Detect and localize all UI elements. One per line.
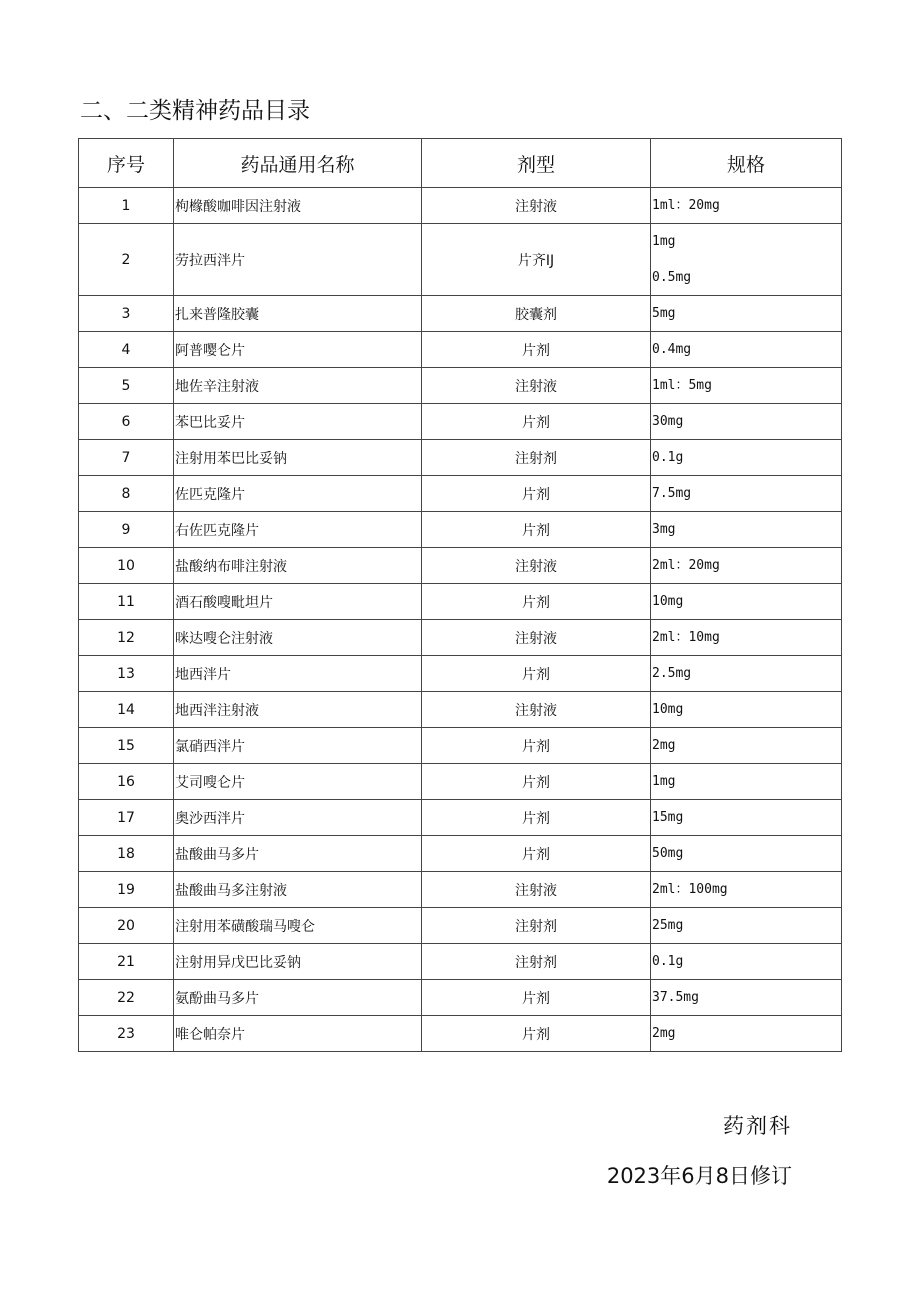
cell-dosage-form: 注射液: [422, 872, 651, 908]
table-body: [79, 188, 842, 1052]
cell-drug-name: 唯仑帕奈片: [174, 1016, 422, 1052]
cell-no: 20: [79, 908, 174, 944]
cell-drug-name: 劳拉西泮片: [174, 224, 422, 296]
header-form: 剂型: [422, 139, 651, 188]
cell-no: 19: [79, 872, 174, 908]
cell-specification: [651, 332, 842, 368]
spec-value: 2mg: [652, 1025, 676, 1041]
spec-value: 1mg: [652, 233, 676, 249]
cell-drug-name: 地西泮片: [174, 656, 422, 692]
spec-value: 0.4mg: [652, 341, 692, 357]
cell-drug-name: 奥沙西泮片: [174, 800, 422, 836]
spec-value: 50mg: [652, 845, 684, 861]
cell-drug-name: 咪达嗖仑注射液: [174, 620, 422, 656]
cell-specification: [651, 440, 842, 476]
cell-drug-name: 注射用苯巴比妥钠: [174, 440, 422, 476]
cell-specification: [651, 584, 842, 620]
cell-drug-name: 盐酸曲马多片: [174, 836, 422, 872]
table-row: [79, 224, 842, 296]
spec-value: 0.1g: [652, 449, 684, 465]
cell-drug-name: 注射用异戊巴比妥钠: [174, 944, 422, 980]
cell-specification: [651, 620, 842, 656]
cell-drug-name: 氯硝西泮片: [174, 728, 422, 764]
header-no: 序号: [79, 139, 174, 188]
table-row: [79, 188, 842, 224]
cell-no: 12: [79, 620, 174, 656]
cell-dosage-form: 片剂: [422, 332, 651, 368]
cell-drug-name: 氨酚曲马多片: [174, 980, 422, 1016]
cell-specification: [651, 512, 842, 548]
cell-dosage-form: 片剂: [422, 728, 651, 764]
table-row: [79, 800, 842, 836]
spec-value: 25mg: [652, 917, 684, 933]
spec-value: 1ml：20mg: [652, 197, 720, 213]
cell-drug-name: 地西泮注射液: [174, 692, 422, 728]
cell-no: 10: [79, 548, 174, 584]
cell-specification: [651, 692, 842, 728]
cell-drug-name: 苯巴比妥片: [174, 404, 422, 440]
spec-value: 2ml：10mg: [652, 629, 720, 645]
cell-specification: [651, 800, 842, 836]
cell-specification: [651, 476, 842, 512]
cell-specification: [651, 764, 842, 800]
cell-no: 7: [79, 440, 174, 476]
table-row: [79, 764, 842, 800]
cell-dosage-form: 片齐IJ: [422, 224, 651, 296]
cell-no: 6: [79, 404, 174, 440]
table-row: [79, 656, 842, 692]
spec-value: 0.1g: [652, 953, 684, 969]
spec-value: 37.5mg: [652, 989, 699, 1005]
cell-no: 4: [79, 332, 174, 368]
spec-value: 10mg: [652, 701, 684, 717]
cell-no: 16: [79, 764, 174, 800]
header-spec: 规格: [651, 139, 842, 188]
spec-value: 5mg: [652, 305, 676, 321]
cell-specification: [651, 908, 842, 944]
table-row: [79, 836, 842, 872]
cell-no: 8: [79, 476, 174, 512]
cell-dosage-form: 片剂: [422, 404, 651, 440]
table-row: [79, 548, 842, 584]
table-row: [79, 872, 842, 908]
spec-value: 0.5mg: [652, 269, 692, 285]
cell-dosage-form: 片剂: [422, 980, 651, 1016]
cell-specification: [651, 944, 842, 980]
cell-specification: [651, 872, 842, 908]
table-row: [79, 728, 842, 764]
spec-value: 2ml：100mg: [652, 881, 728, 897]
table-row: [79, 980, 842, 1016]
cell-dosage-form: 片剂: [422, 1016, 651, 1052]
cell-dosage-form: 注射剂: [422, 944, 651, 980]
cell-no: 23: [79, 1016, 174, 1052]
spec-value: 10mg: [652, 593, 684, 609]
cell-no: 17: [79, 800, 174, 836]
cell-specification: [651, 980, 842, 1016]
cell-dosage-form: 注射液: [422, 692, 651, 728]
header-name: 药品通用名称: [174, 139, 422, 188]
drug-list-table: [78, 138, 842, 1052]
cell-specification: [651, 224, 842, 296]
cell-no: 14: [79, 692, 174, 728]
table-row: [79, 404, 842, 440]
cell-specification: [651, 656, 842, 692]
table-row: [79, 1016, 842, 1052]
cell-specification: [651, 188, 842, 224]
cell-specification: [651, 404, 842, 440]
cell-specification: [651, 548, 842, 584]
table-row: [79, 440, 842, 476]
cell-dosage-form: 胶囊剂: [422, 296, 651, 332]
spec-value: 1mg: [652, 773, 676, 789]
cell-no: 5: [79, 368, 174, 404]
spec-value: 30mg: [652, 413, 684, 429]
cell-dosage-form: 片剂: [422, 656, 651, 692]
cell-no: 9: [79, 512, 174, 548]
cell-dosage-form: 注射剂: [422, 440, 651, 476]
table-row: [79, 944, 842, 980]
cell-drug-name: 佐匹克隆片: [174, 476, 422, 512]
cell-no: 2: [79, 224, 174, 296]
cell-dosage-form: 注射液: [422, 548, 651, 584]
spec-value: 2ml：20mg: [652, 557, 720, 573]
revision-date: 2023年6月8日修订: [606, 1164, 792, 1188]
table-row: [79, 512, 842, 548]
table-row: [79, 368, 842, 404]
cell-drug-name: 酒石酸嗖毗坦片: [174, 584, 422, 620]
table-header-row: [79, 139, 842, 188]
cell-drug-name: 扎来普隆胶囊: [174, 296, 422, 332]
table-row: [79, 296, 842, 332]
page-title: 二、二类精神药品目录: [80, 98, 310, 124]
cell-no: 22: [79, 980, 174, 1016]
spec-value: 2mg: [652, 737, 676, 753]
cell-dosage-form: 片剂: [422, 764, 651, 800]
cell-drug-name: 阿普嘤仑片: [174, 332, 422, 368]
cell-no: 11: [79, 584, 174, 620]
cell-dosage-form: 片剂: [422, 476, 651, 512]
signature-department: 药剂科: [723, 1114, 792, 1138]
spec-value: 1ml：5mg: [652, 377, 712, 393]
cell-dosage-form: 注射液: [422, 620, 651, 656]
cell-dosage-form: 注射剂: [422, 908, 651, 944]
table-row: [79, 476, 842, 512]
table-row: [79, 692, 842, 728]
cell-no: 3: [79, 296, 174, 332]
table-row: [79, 584, 842, 620]
cell-no: 18: [79, 836, 174, 872]
cell-no: 13: [79, 656, 174, 692]
cell-dosage-form: 注射液: [422, 368, 651, 404]
cell-drug-name: 地佐辛注射液: [174, 368, 422, 404]
cell-specification: [651, 728, 842, 764]
table-row: [79, 908, 842, 944]
spec-value: 15mg: [652, 809, 684, 825]
cell-drug-name: 枸橼酸咖啡因注射液: [174, 188, 422, 224]
spec-value: 7.5mg: [652, 485, 692, 501]
cell-specification: [651, 296, 842, 332]
spec-value: 2.5mg: [652, 665, 692, 681]
table-row: [79, 332, 842, 368]
cell-no: 21: [79, 944, 174, 980]
cell-dosage-form: 片剂: [422, 800, 651, 836]
cell-drug-name: 盐酸纳布啡注射液: [174, 548, 422, 584]
table-row: [79, 620, 842, 656]
cell-specification: [651, 368, 842, 404]
cell-drug-name: 盐酸曲马多注射液: [174, 872, 422, 908]
cell-drug-name: 艾司嗖仑片: [174, 764, 422, 800]
cell-specification: [651, 1016, 842, 1052]
cell-no: 1: [79, 188, 174, 224]
cell-dosage-form: 片剂: [422, 512, 651, 548]
cell-dosage-form: 注射液: [422, 188, 651, 224]
cell-drug-name: 右佐匹克隆片: [174, 512, 422, 548]
cell-dosage-form: 片剂: [422, 836, 651, 872]
cell-no: 15: [79, 728, 174, 764]
cell-specification: [651, 836, 842, 872]
cell-drug-name: 注射用苯磺酸瑞马嗖仑: [174, 908, 422, 944]
spec-value: 3mg: [652, 521, 676, 537]
cell-dosage-form: 片剂: [422, 584, 651, 620]
